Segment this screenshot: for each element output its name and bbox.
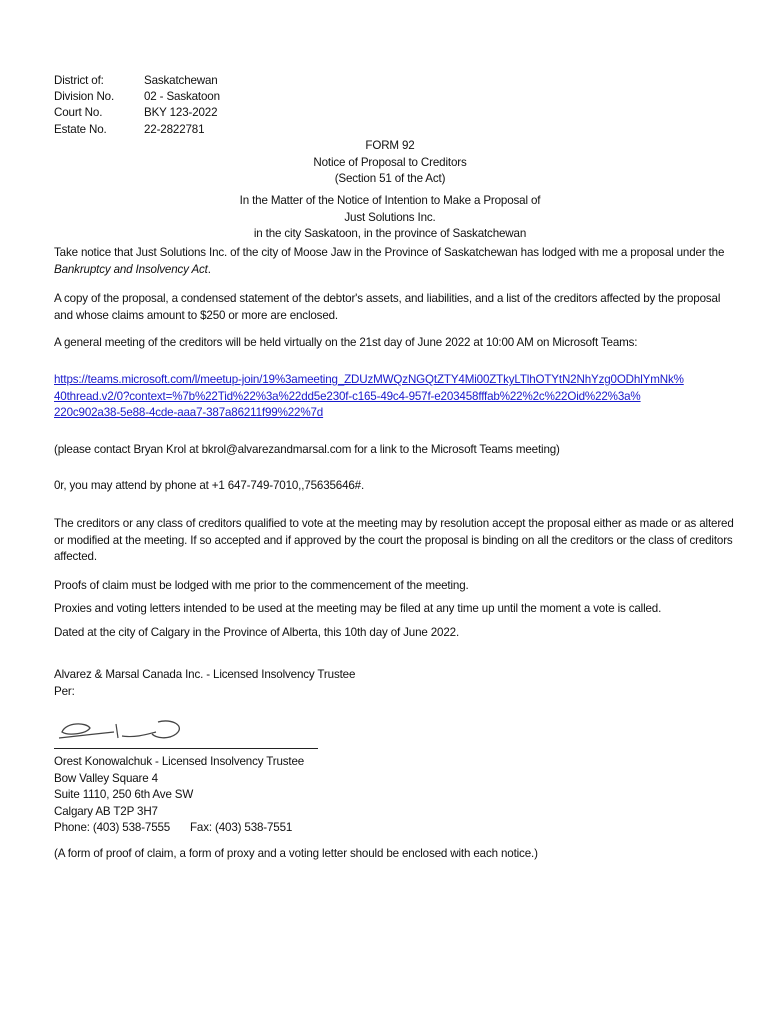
handwritten-signature xyxy=(56,712,196,748)
header-value: BKY 123-2022 xyxy=(144,106,218,120)
header-label: Division No. xyxy=(54,90,115,104)
header-label: Court No. xyxy=(54,106,103,120)
header-row-district xyxy=(54,73,220,89)
enclosure-footnote: (A form of proof of claim, a form of proxy and a voting letter should be enclosed with each notice.) xyxy=(54,847,538,860)
paragraph-contact: (please contact Bryan Krol at bkrol@alvarezandmarsal.com for a link to the Microsoft Teams meeting) xyxy=(54,443,560,456)
form-number: FORM 92 xyxy=(365,139,415,152)
case-header xyxy=(54,73,220,138)
matter-block xyxy=(0,193,770,243)
header-value: Saskatchewan xyxy=(144,74,218,87)
notice-period: . xyxy=(207,262,211,276)
contact-line xyxy=(54,820,304,837)
link-line-1[interactable]: https://teams.microsoft.com/l/meetup-join/19%3ameeting_ZDUzMWQzNGQtZTY4Mi00ZTkyLTlhOTYtN2NhYzg0ODhlYmNk% xyxy=(54,373,684,386)
address-line-3: Calgary AB T2P 3H7 xyxy=(54,804,158,818)
form-name: Notice of Proposal to Creditors xyxy=(313,155,467,169)
header-row-court xyxy=(54,105,220,121)
teams-meeting-link[interactable] xyxy=(54,372,734,422)
paragraph-proofs: Proofs of claim must be lodged with me prior to the commencement of the meeting. xyxy=(54,579,469,592)
header-value: 22-2822781 xyxy=(144,122,205,136)
trustee-name: Orest Konowalchuk - Licensed Insolvency Trustee xyxy=(54,755,305,768)
link-line-3[interactable]: 220c902a38-5e88-4cde-aaa7-387a86211f99%22%7d xyxy=(54,406,324,419)
form-title-block xyxy=(0,138,770,188)
per-label: Per: xyxy=(54,684,75,698)
header-label: District of: xyxy=(54,74,104,87)
paragraph-phone: 0r, you may attend by phone at +1 647-749-7010,,75635646#. xyxy=(54,479,365,492)
trustee-address-block xyxy=(54,754,304,837)
act-name: Bankruptcy and Insolvency Act xyxy=(54,262,208,276)
trustee-firm-block xyxy=(54,667,355,700)
signature-line xyxy=(54,748,318,749)
form-section: (Section 51 of the Act) xyxy=(334,172,446,185)
notice-text: Take notice that Just Solutions Inc. of the city of Moose Jaw in the Province of Saskatchewan has lodged with me a proposal under the xyxy=(54,246,725,259)
fax-number: Fax: (403) 538-7551 xyxy=(190,821,293,834)
address-line-2: Suite 1110, 250 6th Ave SW xyxy=(54,788,194,801)
header-label: Estate No. xyxy=(54,122,107,136)
paragraph-proxies: Proxies and voting letters intended to be used at the meeting may be filed at any time up until the moment a vote is called. xyxy=(54,602,662,615)
header-row-division xyxy=(54,89,220,105)
header-value: 02 - Saskatoon xyxy=(144,90,220,104)
paragraph-resolution: The creditors or any class of creditors qualified to vote at the meeting may by resolution accept the proposal either as made or as altered or modified at the meeting. If so accepted and if approved by the court the proposal is binding on all the creditors or the class of creditors affected. xyxy=(54,517,734,563)
matter-line-3: in the city Saskatoon, in the province of Saskatchewan xyxy=(253,227,527,240)
matter-line-2: Just Solutions Inc. xyxy=(344,210,436,224)
phone-number: Phone: (403) 538-7555 xyxy=(54,821,171,834)
link-line-2[interactable]: 40thread.v2/0?context=%7b%22Tid%22%3a%22dd5e230f-c165-49c4-957f-e203458fffab%22%2c%22Oid%22%3a% xyxy=(54,389,641,403)
paragraph-meeting: A general meeting of the creditors will be held virtually on the 21st day of June 2022 at 10:00 AM on Microsoft Teams: xyxy=(54,336,638,349)
trustee-firm: Alvarez & Marsal Canada Inc. - Licensed Insolvency Trustee xyxy=(54,668,356,681)
paragraph-notice xyxy=(54,245,744,278)
paragraph-enclosures: A copy of the proposal, a condensed statement of the debtor's assets, and liabilities, and a list of the creditors affected by the proposal and whose claims amount to $250 or more are enclosed. xyxy=(54,292,721,322)
matter-line-1: In the Matter of the Notice of Intention to Make a Proposal of xyxy=(239,194,541,207)
header-row-estate xyxy=(54,122,220,138)
address-line-1: Bow Valley Square 4 xyxy=(54,771,158,785)
paragraph-dated: Dated at the city of Calgary in the Province of Alberta, this 10th day of June 2022. xyxy=(54,626,460,639)
